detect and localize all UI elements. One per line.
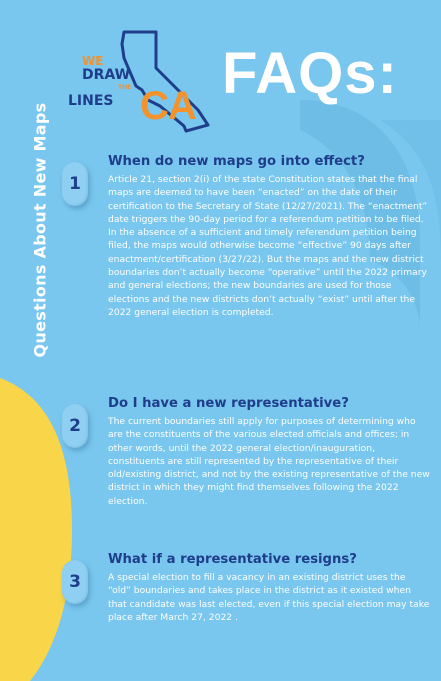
faq-number-badge: 2	[62, 404, 88, 448]
faq-question: What if a representative resigns?	[108, 552, 357, 567]
logo-ca-text: CA	[140, 84, 196, 128]
logo-we-text: WE	[82, 54, 104, 68]
side-title: Questions About New Maps	[30, 102, 50, 358]
faq-number-badge: 3	[62, 560, 88, 604]
logo-lines-text: LINES	[68, 93, 114, 109]
faq-question: Do I have a new representative?	[108, 396, 349, 411]
faq-question: When do new maps go into effect?	[108, 154, 365, 169]
faq-answer: The current boundaries still apply for purposes of determining who are the constituents of the various elected officials and offices; in other words, until the 2022 general election/inauguration, constituents are still represented by the representative of their old/existing district, and not by the existing representative of the new district in which they might find themselves following the 2022 election.	[108, 416, 430, 507]
faq-answer: Article 21, section 2(i) of the state Constitution states that the final maps are deemed to have been “enacted” on the date of their certification to the Secretary of State (12/27/2021). The “enactment” date triggers the 90-day period for a referendum petition to be filed. In the absence of a sufficient and timely referendum petition being filed, the maps would otherwise become “effective” 90 days after enactment/certification (3/27/22). But the maps and the new district boundaries don’t actually become “operative” until the 2022 primary and general elections; the new boundaries are used for those elections and the new districts don’t actually “exist” until after the 2022 general election is completed.	[108, 174, 428, 318]
we-draw-the-lines-ca-logo	[60, 28, 220, 138]
logo-the-text: THE	[118, 84, 132, 91]
faq-number-badge: 1	[62, 162, 88, 206]
page-title: FAQs:	[222, 41, 398, 106]
faq-answer: A special election to fill a vacancy in an existing district uses the “old” boundaries and takes place in the district as it existed when that candidate was last elected, even if this special election may take place after March 27, 2022 .	[108, 572, 430, 623]
logo-draw-text: DRAW	[82, 67, 131, 83]
